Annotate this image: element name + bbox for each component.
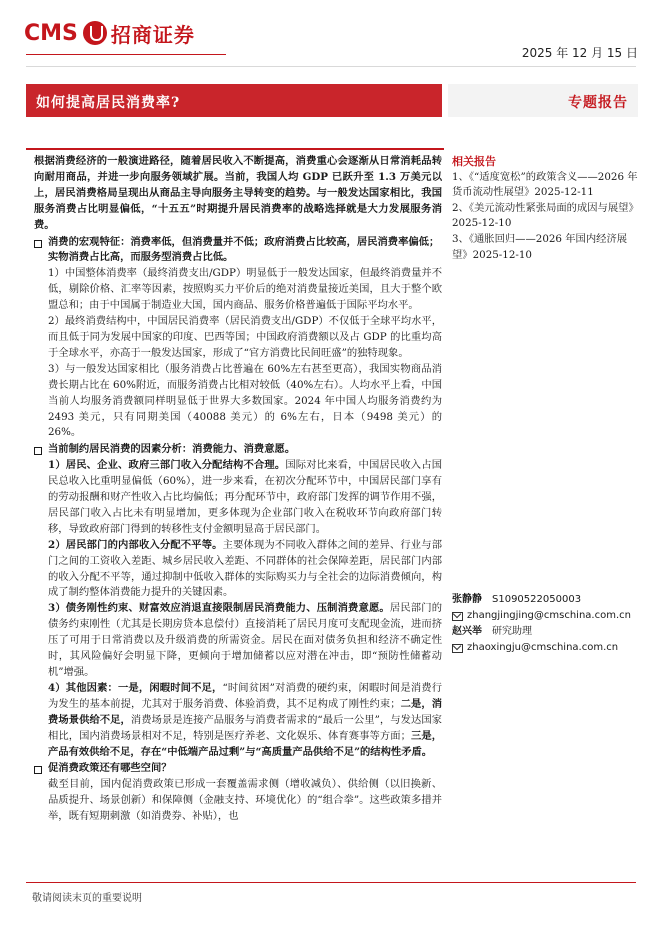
paragraph: 1）中国整体消费率（最终消费支出/GDP）明显低于一般发达国家，但最终消费量并不低，剔除价格、汇率等因素，按照购买力平价后的绝对消费量接近美国，且大于整个欧盟总和；由于中国属于制造业大国，国内商品、服务价格普遍低于国际平均水平。 xyxy=(48,267,442,312)
paragraph xyxy=(34,458,442,538)
paragraph-lead: 3）债务刚性约束、财富效应消退直接限制居民消费能力、压制消费意愿。 xyxy=(48,602,390,615)
paragraph-emphasis: 三是，产品有效供给不足，存在“中低端产品过剩”与“高质量产品供给不足”的结构性矛盾。 xyxy=(48,729,443,758)
paragraph xyxy=(34,601,442,681)
related-report-link[interactable]: 2、《美元流动性紧张局面的成因与展望》2025-12-10 xyxy=(452,201,634,230)
analyst-name: 赵兴举 xyxy=(452,626,482,637)
analyst-row xyxy=(452,624,638,640)
section-title: 促消费政策还有哪些空间？ xyxy=(48,762,172,775)
analyst-email-row xyxy=(452,640,638,656)
report-title: 如何提高居民消费率? xyxy=(36,95,181,111)
paragraph: 截至目前，国内促消费政策已形成一套覆盖需求侧（增收减负）、供给侧（以旧换新、品质提升、场景创新）和保障侧（金融支持、环境优化）的“组合拳”。这些政策多措并举，既有短期刺激（如消费券、补贴），也 xyxy=(48,778,442,823)
related-report-link[interactable]: 1、《“适度宽松”的政策含义——2026 年货币流动性展望》2025-12-11 xyxy=(452,170,638,199)
square-bullet-icon xyxy=(34,240,42,248)
paragraph xyxy=(34,681,442,761)
footer-disclaimer: 敬请阅读末页的重要说明 xyxy=(32,893,142,904)
paragraph-emphasis: 一是，闲暇时间不足， xyxy=(117,681,223,694)
section-title: 当前制约居民消费的因素分析：消费能力、消费意愿。 xyxy=(48,443,296,456)
square-bullet-icon xyxy=(34,447,42,455)
intro-summary: 根据消费经济的一般演进路径，随着居民收入不断提高，消费重心会逐渐从日常消耗品转向耐用商品，并进一步向服务领域扩展。当前，我国人均 GDP 已跃升至 1.3 万美元以上，居民消费格局呈现出从商品主导向服务主导转变的趋势。与一般发达国家相比，我国服务消费占比明显偏低，“十五五”时期提升居民消费率的战略选择就是大力发展服务消费。 xyxy=(34,155,442,231)
report-date: 2025 年 12 月 15 日 xyxy=(521,46,638,60)
paragraph: 3）与一般发达国家相比（服务消费占比普遍在 60%左右甚至更高），我国实物商品消费长期占比在 60%附近，而服务消费占比相对较低（40%左右）。人均水平上看，中国当前人均服务消费额同样明显低于世界大多数国家。2024 年中国人均服务消费约为 2493 美元，只有同期美国（40088 美元）的 6%左右，日本（9498 美元）的 26%。 xyxy=(48,362,442,439)
paragraph-body: 居民部门的债务约束刚性（尤其是长期房贷本息偿付）直接消耗了居民月度可支配现金流，进而挤压了可用于日常消费以及升级消费的所需资金。居民在面对债务负担和经济不确定性时，其风险偏好会明显下降，更倾向于增加储蓄以应对潜在冲击，即“预防性储蓄动机”增强。 xyxy=(48,602,442,678)
main-content xyxy=(34,154,442,825)
logo-latin: CMS xyxy=(24,20,78,46)
cms-logo xyxy=(24,18,195,48)
section-constraints xyxy=(34,442,442,458)
paragraph-lead: 1）居民、企业、政府三部门收入分配结构不合理。 xyxy=(48,459,286,472)
report-type-label: 专题报告 xyxy=(568,95,628,111)
section-macro-features xyxy=(34,235,442,267)
paragraph-emphasis: 二是，消费场景供给不足， xyxy=(48,697,443,726)
analyst-block xyxy=(452,592,638,656)
report-type-box xyxy=(448,84,638,117)
paragraph: 2）最终消费结构中，中国居民消费率（居民消费支出/GDP）不仅低于全球平均水平，而且低于同为发展中国家的印度、巴西等国；中国政府消费额以及占 GDP 的比重均高于全球水平，亦高于一般发达国家，形成了“官方消费比民间旺盛”的独特现象。 xyxy=(48,315,442,359)
paragraph xyxy=(34,538,442,602)
square-bullet-icon xyxy=(34,766,42,774)
paragraph-body: 消费场景是连接产品服务与消费者需求的“最后一公里”，与发达国家相比，国内消费场景相对不足，特别是医疗养老、文化娱乐、体育赛事等方面； xyxy=(48,713,443,742)
paragraph-body: 国际对比来看，中国居民收入占国民总收入比重明显偏低（60%），进一步来看，在初次分配环节中，中国居民部门享有的劳动报酬和财产性收入占比均偏低；再分配环节中，政府部门发挥的调节作用不强，居民部门收入占比未有明显增加，更多体现为企业部门收入在税收环节向政府部门转移，导致政府部门得到的转移性支付金额明显高于居民部门。 xyxy=(48,459,442,535)
section-title: 消费的宏观特征：消费率低，但消费量并不低；政府消费占比较高，居民消费率偏低；实物消费占比高，而服务型消费占比低。 xyxy=(48,235,440,264)
analyst-row xyxy=(452,592,638,608)
analyst-name: 张静静 xyxy=(452,594,482,605)
paragraph-body: “时间贫困”对消费的硬约束，闲暇时间是消费行为发生的基本前提，尤其对于服务消费、体验消费，其不足构成了刚性约束； xyxy=(48,681,443,710)
related-reports xyxy=(452,154,638,263)
related-report-link[interactable]: 3、《通胀回归——2026 年国内经济展望》2025-12-10 xyxy=(452,232,628,261)
analyst-cert-id: S1090522050003 xyxy=(492,594,582,605)
paragraph-lead: 4）其他因素： xyxy=(48,681,118,694)
analyst-email[interactable]: zhaoxingju@cmschina.com.cn xyxy=(467,642,619,653)
logo-emblem-icon xyxy=(83,21,107,45)
analyst-email-row xyxy=(452,608,638,624)
logo-chinese: 招商证券 xyxy=(110,22,195,47)
paragraph-lead: 2）居民部门的内部收入分配不平等。 xyxy=(48,538,223,551)
section-policy-space xyxy=(34,761,442,777)
logo-underline xyxy=(26,54,226,55)
mail-icon xyxy=(452,644,463,653)
header-divider xyxy=(26,66,636,67)
mail-icon xyxy=(452,612,463,621)
analyst-email[interactable]: zhangjingjing@cmschina.com.cn xyxy=(467,610,631,621)
content-top-rule xyxy=(26,148,444,150)
related-reports-title: 相关报告 xyxy=(452,155,496,168)
analyst-title: 研究助理 xyxy=(492,626,532,637)
page-header xyxy=(0,0,662,111)
paragraph-body: 主要体现为不同收入群体之间的差异、行业与部门之间的工资收入差距、城乡居民收入差距、不同群体的社会保障差距，居民部门内部的收入分配不平等，通过抑制中低收入群体的实际购买力与全社会的边际消费倾向，构成了制约整体消费能力提升的关键因素。 xyxy=(48,538,443,599)
footer-divider xyxy=(26,882,636,883)
title-bar xyxy=(26,84,442,117)
